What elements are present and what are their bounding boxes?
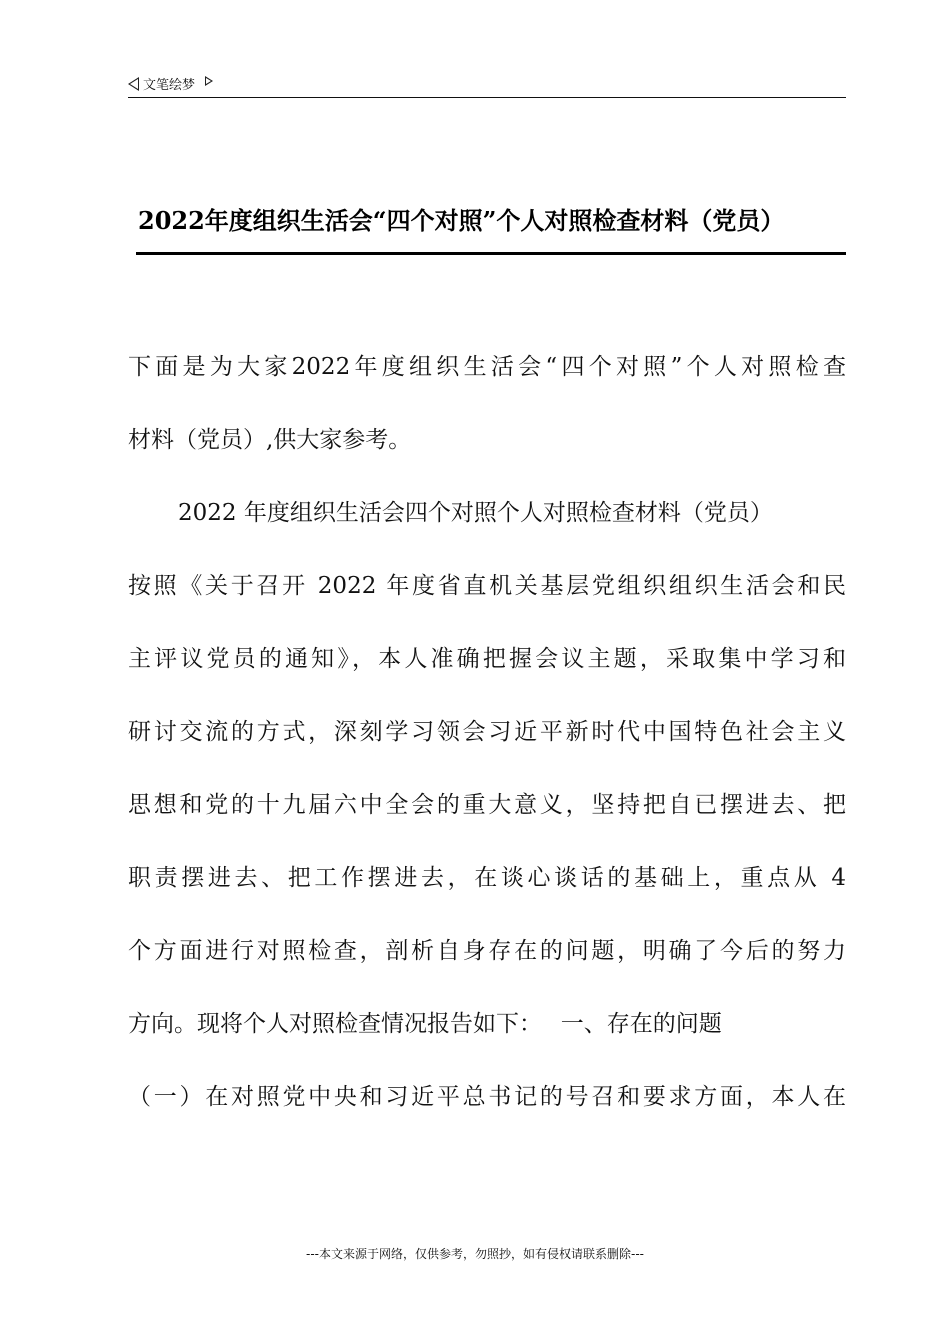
page-footer: ---本文来源于网络，仅供参考，勿照抄，如有侵权请联系删除--- (306, 1247, 644, 1261)
body-line: 2022 年度组织生活会四个对照个人对照检查材料（党员） (178, 500, 773, 526)
header-divider (128, 97, 846, 98)
body-line: 下面是为大家2022年度组织生活会“四个对照”个人对照检查 (128, 354, 846, 380)
brand-text: 文笔绘梦 (143, 78, 196, 93)
body-line: 职责摆进去、把工作摆进去，在谈心谈话的基础上，重点从 4 (128, 865, 846, 891)
body-line: （一）在对照党中央和习近平总书记的号召和要求方面，本人在 (128, 1084, 846, 1110)
triangle-left-icon (128, 77, 139, 91)
body-line: 研讨交流的方式，深刻学习领会习近平新时代中国特色社会主义 (128, 719, 846, 745)
body-line: 材料（党员）,供大家参考。 (128, 427, 412, 453)
body-line: 主评议党员的通知》，本人准确把握会议主题，采取集中学习和 (128, 646, 846, 672)
brand-mark (128, 74, 213, 93)
body-line: 思想和党的十九届六中全会的重大意义，坚持把自已摆进去、把 (128, 792, 846, 818)
body-line: 按照《关于召开 2022 年度省直机关基层党组织组织生活会和民 (128, 573, 846, 599)
document-title: 2022年度组织生活会“四个对照”个人对照检查材料（党员） (138, 206, 785, 235)
triangle-right-icon (205, 76, 213, 86)
page-header (128, 72, 846, 98)
document-body (128, 345, 846, 1148)
title-divider (136, 252, 846, 255)
body-line: 个方面进行对照检查，剖析自身存在的问题，明确了今后的努力 (128, 938, 846, 964)
body-line: 方向。现将个人对照检查情况报告如下： 一、存在的问题 (128, 1011, 722, 1037)
